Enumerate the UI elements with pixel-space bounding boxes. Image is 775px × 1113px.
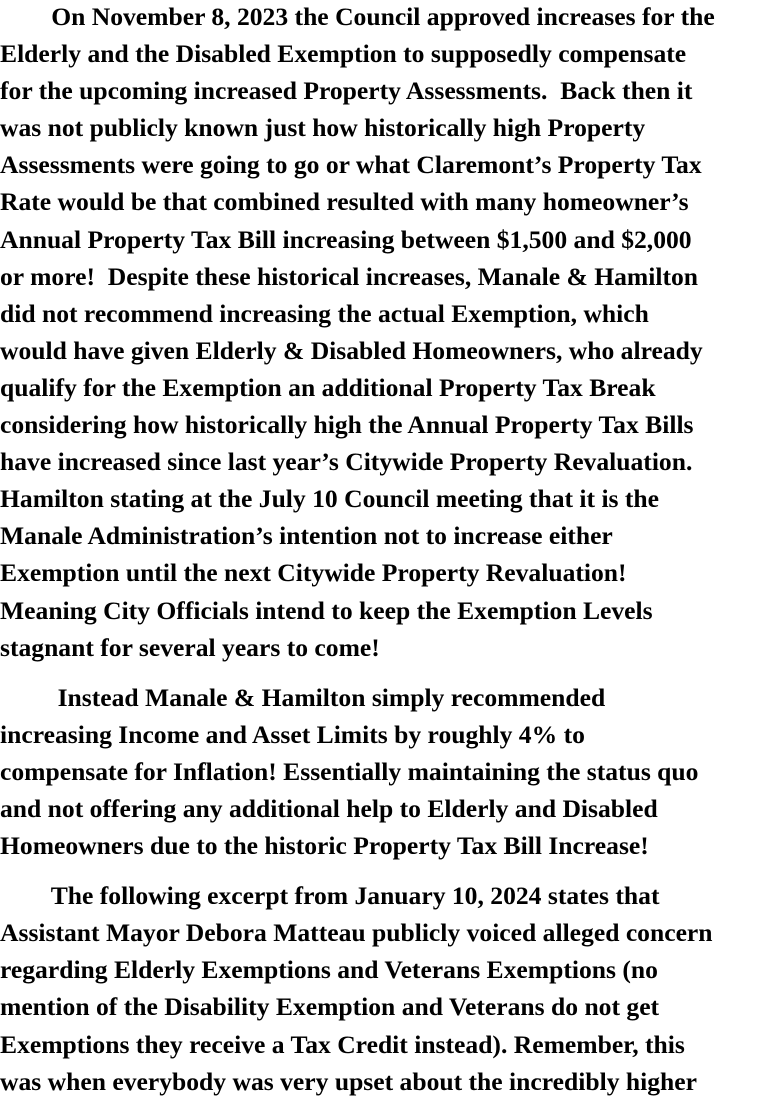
text-line: compensate for Inflation! Essentially maintaining the status quo <box>0 756 699 786</box>
text-line: On November 8, 2023 the Council approved increases for the <box>0 2 715 31</box>
text-line: Rate would be that combined resulted with many homeowner’s <box>0 187 689 217</box>
text-line: Annual Property Tax Bill increasing between $1,500 and $2,000 <box>0 224 692 254</box>
text-line: Exemptions they receive a Tax Credit instead). Remember, this <box>0 1029 685 1059</box>
text-line: Manale Administration’s intention not to increase either <box>0 521 613 551</box>
text-line: increasing Income and Asset Limits by roughly 4% to <box>0 719 585 749</box>
text-line: Instead Manale & Hamilton simply recommended <box>0 682 606 712</box>
text-line: Meaning City Officials intend to keep the Exemption Levels <box>0 595 653 625</box>
text-line: would have given Elderly & Disabled Homeowners, who already <box>0 335 703 365</box>
text-line: and not offering any additional help to Elderly and Disabled <box>0 793 658 823</box>
text-line: stagnant for several years to come! <box>0 632 380 662</box>
text-line: Assistant Mayor Debora Matteau publicly voiced alleged concern <box>0 918 713 948</box>
text-line: Hamilton stating at the July 10 Council meeting that it is the <box>0 484 660 514</box>
text-line: considering how historically high the Annual Property Tax Bills <box>0 410 694 440</box>
text-line: have increased since last year’s Citywide Property Revaluation. <box>0 447 693 477</box>
text-line: Exemption until the next Citywide Property Revaluation! <box>0 558 627 588</box>
text-line: or more! Despite these historical increases, Manale & Hamilton <box>0 261 699 291</box>
text-line: did not recommend increasing the actual Exemption, which <box>0 298 649 328</box>
text-line: was when everybody was very upset about the incredibly higher <box>0 1066 697 1096</box>
paragraph <box>0 679 775 864</box>
text-line: for the upcoming increased Property Assessments. Back then it <box>0 76 693 106</box>
text-line: was not publicly known just how historically high Property <box>0 113 646 143</box>
paragraph <box>0 877 775 1100</box>
text-line: mention of the Disability Exemption and Veterans do not get <box>0 992 660 1022</box>
text-line: qualify for the Exemption an additional Property Tax Break <box>0 372 656 402</box>
text-line: regarding Elderly Exemptions and Veterans Exemptions (no <box>0 955 658 985</box>
text-line: The following excerpt from January 10, 2024 states that <box>0 881 660 911</box>
text-line: Elderly and the Disabled Exemption to supposedly compensate <box>0 39 687 69</box>
text-line: Assessments were going to go or what Claremont’s Property Tax <box>0 150 702 180</box>
text-line: Homeowners due to the historic Property Tax Bill Increase! <box>0 831 649 861</box>
